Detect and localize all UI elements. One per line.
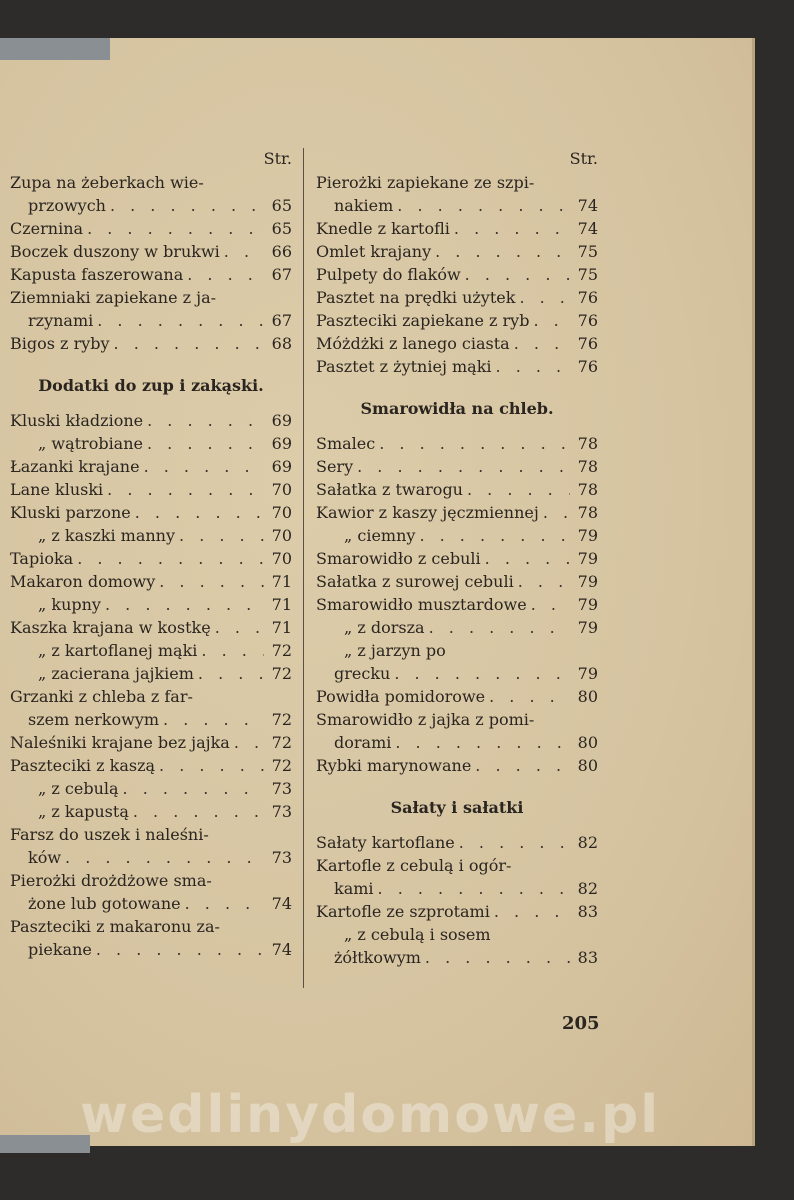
toc-entry-title: Sałatka z twarogu <box>316 480 463 499</box>
toc-entry <box>316 923 598 946</box>
toc-entry-page: 75 <box>577 242 598 261</box>
dot-leader <box>155 754 264 777</box>
toc-entry-page: 79 <box>577 549 598 568</box>
toc-entry-title: Ziemniaki zapiekane z ja- <box>10 288 217 307</box>
toc-entry-title: Paszteciki z makaronu za- <box>10 917 220 936</box>
toc-entry-title: Kawior z kaszy jęczmiennej <box>316 503 539 522</box>
toc-entry <box>316 754 598 777</box>
dot-leader <box>159 708 264 731</box>
toc-entry-title: Rybki marynowane <box>316 756 472 775</box>
toc-entry-title: Farsz do uszek i naleśni- <box>10 825 209 844</box>
toc-entry-page: 78 <box>577 503 598 522</box>
toc-entry-title: żone lub gotowane <box>28 894 181 913</box>
toc-entry <box>10 217 292 240</box>
toc-entry-title: Kartofle ze szprotami <box>316 902 490 921</box>
dot-leader <box>455 831 570 854</box>
toc-entry-title: Grzanki z chleba z far- <box>10 687 193 706</box>
toc-entry-title: Smarowidło z cebuli <box>316 549 481 568</box>
toc-entry <box>10 800 292 823</box>
dot-leader <box>73 547 264 570</box>
toc-entry <box>316 524 598 547</box>
dot-leader <box>393 194 570 217</box>
toc-entry <box>10 547 292 570</box>
toc-entry <box>10 915 292 938</box>
toc-entry-title: „ z dorsza <box>344 618 425 637</box>
toc-entry-title: „ wątrobiane <box>38 434 143 453</box>
toc-entry-title: Móżdżki z lanego ciasta <box>316 334 510 353</box>
dot-leader <box>374 877 570 900</box>
toc-entry <box>10 685 292 708</box>
toc-entry-page: 83 <box>577 948 598 967</box>
toc-entry-title: Kapusta faszerowana <box>10 265 184 284</box>
toc-entry-title: Powidła pomidorowe <box>316 687 486 706</box>
toc-entry-page: 65 <box>271 196 292 215</box>
dot-leader <box>101 593 264 616</box>
toc-entry <box>316 309 598 332</box>
toc-entry-title: żółtkowym <box>334 948 421 967</box>
dot-leader <box>463 478 570 501</box>
section-heading: Sałaty i sałatki <box>390 798 524 817</box>
dot-leader <box>450 217 570 240</box>
dot-leader <box>181 892 264 915</box>
toc-entry-title: „ z jarzyn po <box>344 641 446 660</box>
toc-group <box>10 409 292 961</box>
toc-entry-title: grecku <box>334 664 391 683</box>
toc-entry-page: 79 <box>577 572 598 591</box>
dot-leader <box>103 478 264 501</box>
toc-entry-title: Tapioka <box>10 549 74 568</box>
toc-entry-title: Kartofle z cebulą i ogór- <box>316 856 512 875</box>
dot-leader <box>92 938 264 961</box>
toc-entry <box>10 869 292 892</box>
toc-entry <box>10 823 292 846</box>
dot-leader <box>197 639 264 662</box>
dot-leader <box>143 432 264 455</box>
toc-entry-page: 74 <box>577 219 598 238</box>
section-heading: Smarowidła na chleb. <box>360 399 554 418</box>
toc-entry-page: 72 <box>271 641 292 660</box>
toc-entry <box>316 854 598 877</box>
dot-leader <box>514 570 570 593</box>
toc-entry-title: Smarowidło musztardowe <box>316 595 527 614</box>
page-column-header: Str. <box>263 149 292 168</box>
dot-leader <box>421 946 570 969</box>
toc-entry-title: Paszteciki z kaszą <box>10 756 156 775</box>
toc-entry-page: 69 <box>271 411 292 430</box>
toc-entry <box>10 194 292 217</box>
toc-entry <box>10 731 292 754</box>
toc-entry-page: 72 <box>271 664 292 683</box>
toc-entry-title: dorami <box>334 733 392 752</box>
toc-entry-title: „ zacierana jajkiem <box>38 664 194 683</box>
toc-entry-page: 74 <box>271 940 292 959</box>
toc-entry-title: Sałaty kartoflane <box>316 833 455 852</box>
dot-leader <box>391 731 570 754</box>
toc-entry-page: 71 <box>271 572 292 591</box>
toc-entry-page: 79 <box>577 595 598 614</box>
toc-entry-title: „ z cebulą <box>38 779 119 798</box>
toc-left-column <box>10 147 292 961</box>
toc-entry-title: Łazanki krajane <box>10 457 140 476</box>
dot-leader <box>481 547 570 570</box>
toc-entry-page: 67 <box>271 265 292 284</box>
toc-entry <box>316 332 598 355</box>
dot-leader <box>83 217 264 240</box>
toc-entry-page: 70 <box>271 549 292 568</box>
toc-entry <box>316 501 598 524</box>
dot-leader <box>194 662 264 685</box>
toc-entry-title: Kluski parzone <box>10 503 131 522</box>
toc-entry <box>10 240 292 263</box>
toc-entry-title: Sałatka z surowej cebuli <box>316 572 514 591</box>
toc-entry <box>10 570 292 593</box>
toc-entry <box>316 900 598 923</box>
toc-entry-title: Boczek duszony w brukwi <box>10 242 220 261</box>
toc-entry-title: nakiem <box>334 196 394 215</box>
toc-entry-title: „ z kaszki manny <box>38 526 176 545</box>
toc-entry <box>316 831 598 854</box>
toc-entry-title: rzynami <box>28 311 94 330</box>
toc-entry <box>316 946 598 969</box>
toc-entry <box>316 685 598 708</box>
toc-entry-page: 82 <box>577 833 598 852</box>
dot-leader <box>415 524 570 547</box>
toc-entry-title: Kaszka krajana w kostkę <box>10 618 211 637</box>
toc-entry <box>316 455 598 478</box>
toc-entry <box>10 754 292 777</box>
dot-leader <box>110 332 264 355</box>
toc-right-column <box>316 147 598 969</box>
toc-entry-page: 73 <box>271 848 292 867</box>
toc-entry <box>10 332 292 355</box>
toc-entry-title: „ z kapustą <box>38 802 129 821</box>
toc-entry-title: piekane <box>28 940 92 959</box>
binding-tape-top <box>0 38 110 60</box>
toc-entry <box>10 478 292 501</box>
toc-entry-page: 65 <box>271 219 292 238</box>
dot-leader <box>490 900 570 923</box>
watermark: wedlinydomowe.pl <box>80 1085 661 1145</box>
toc-entry <box>316 286 598 309</box>
toc-entry-title: Pierożki zapiekane ze szpi- <box>316 173 535 192</box>
toc-entry <box>10 616 292 639</box>
dot-leader <box>129 800 264 823</box>
toc-entry-title: Makaron domowy <box>10 572 156 591</box>
toc-entry <box>10 286 292 309</box>
dot-leader <box>119 777 264 800</box>
dot-leader <box>211 616 264 639</box>
toc-entry-page: 76 <box>577 311 598 330</box>
toc-entry-page: 76 <box>577 288 598 307</box>
toc-entry-page: 75 <box>577 265 598 284</box>
toc-entry <box>10 501 292 524</box>
toc-entry-page: 68 <box>271 334 292 353</box>
toc-entry-page: 78 <box>577 434 598 453</box>
toc-entry-page: 83 <box>577 902 598 921</box>
toc-entry <box>10 708 292 731</box>
toc-entry <box>316 547 598 570</box>
column-divider <box>303 148 304 988</box>
toc-entry-title: Paszteciki zapiekane z ryb <box>316 311 530 330</box>
toc-entry-title: „ z kartoflanej mąki <box>38 641 198 660</box>
toc-entry-title: Pasztet z żytniej mąki <box>316 357 492 376</box>
dot-leader <box>61 846 264 869</box>
toc-entry-title: Pulpety do flaków <box>316 265 461 284</box>
dot-leader <box>93 309 264 332</box>
toc-entry-title: Bigos z ryby <box>10 334 110 353</box>
page-column-header: Str. <box>569 149 598 168</box>
section-heading: Dodatki do zup i zakąski. <box>38 376 264 395</box>
toc-entry-page: 73 <box>271 779 292 798</box>
toc-entry-title: Knedle z kartofli <box>316 219 450 238</box>
toc-entry <box>10 892 292 915</box>
toc-entry-page: 79 <box>577 664 598 683</box>
dot-leader <box>515 286 570 309</box>
toc-entry-page: 80 <box>577 756 598 775</box>
toc-entry-page: 78 <box>577 457 598 476</box>
toc-entry-page: 73 <box>271 802 292 821</box>
toc-entry-page: 80 <box>577 687 598 706</box>
toc-entry-page: 66 <box>271 242 292 261</box>
toc-entry-page: 76 <box>577 334 598 353</box>
dot-leader <box>220 240 264 263</box>
toc-entry <box>316 877 598 900</box>
dot-leader <box>471 754 570 777</box>
toc-entry-page: 72 <box>271 710 292 729</box>
toc-entry <box>316 263 598 286</box>
toc-entry <box>10 777 292 800</box>
toc-entry-page: 79 <box>577 526 598 545</box>
toc-entry-page: 70 <box>271 480 292 499</box>
toc-entry <box>316 171 598 194</box>
toc-entry-page: 74 <box>271 894 292 913</box>
toc-entry-title: Omlet krajany <box>316 242 432 261</box>
toc-entry-title: „ z cebulą i sosem <box>344 925 491 944</box>
toc-entry <box>10 455 292 478</box>
dot-leader <box>485 685 570 708</box>
toc-entry-title: Zupa na żeberkach wie- <box>10 173 204 192</box>
toc-entry <box>10 171 292 194</box>
toc-entry-title: Smarowidło z jajka z pomi- <box>316 710 535 729</box>
toc-entry-title: ków <box>28 848 62 867</box>
toc-entry <box>10 938 292 961</box>
toc-entry <box>10 309 292 332</box>
toc-entry <box>10 593 292 616</box>
toc-entry <box>10 409 292 432</box>
toc-entry-page: 74 <box>577 196 598 215</box>
toc-entry-title: Pierożki drożdżowe sma- <box>10 871 212 890</box>
dot-leader <box>461 263 570 286</box>
toc-entry-page: 70 <box>271 503 292 522</box>
dot-leader <box>143 409 264 432</box>
toc-entry <box>316 478 598 501</box>
toc-group <box>10 171 292 355</box>
toc-entry-page: 80 <box>577 733 598 752</box>
toc-entry <box>316 708 598 731</box>
toc-entry-title: przowych <box>28 196 106 215</box>
toc-entry-page: 82 <box>577 879 598 898</box>
dot-leader <box>353 455 570 478</box>
dot-leader <box>539 501 570 524</box>
toc-entry <box>10 524 292 547</box>
dot-leader <box>529 309 570 332</box>
dot-leader <box>230 731 264 754</box>
toc-entry <box>316 593 598 616</box>
toc-entry <box>10 432 292 455</box>
toc-entry <box>316 731 598 754</box>
dot-leader <box>510 332 570 355</box>
dot-leader <box>106 194 264 217</box>
toc-entry-title: Smalec <box>316 434 376 453</box>
dot-leader <box>175 524 264 547</box>
toc-entry-title: Naleśniki krajane bez jajka <box>10 733 230 752</box>
toc-entry-title: „ kupny <box>38 595 101 614</box>
toc-entry <box>316 616 598 639</box>
dot-leader <box>140 455 264 478</box>
toc-entry <box>316 194 598 217</box>
dot-leader <box>375 432 570 455</box>
dot-leader <box>131 501 264 524</box>
dot-leader <box>431 240 570 263</box>
toc-entry-title: szem nerkowym <box>28 710 160 729</box>
toc-group <box>316 831 598 969</box>
toc-entry <box>316 355 598 378</box>
toc-entry-page: 69 <box>271 434 292 453</box>
toc-entry-page: 76 <box>577 357 598 376</box>
toc-entry <box>10 263 292 286</box>
toc-entry-page: 71 <box>271 618 292 637</box>
toc-entry-title: Czernina <box>10 219 84 238</box>
dot-leader <box>492 355 570 378</box>
toc-group <box>316 171 598 378</box>
toc-entry-page: 72 <box>271 756 292 775</box>
toc-entry-title: Lane kluski <box>10 480 104 499</box>
toc-entry <box>10 639 292 662</box>
toc-entry-page: 78 <box>577 480 598 499</box>
toc-entry <box>316 662 598 685</box>
toc-entry <box>10 662 292 685</box>
toc-group <box>316 432 598 777</box>
dot-leader <box>390 662 570 685</box>
toc-entry-page: 72 <box>271 733 292 752</box>
toc-entry <box>316 240 598 263</box>
toc-entry-page: 70 <box>271 526 292 545</box>
toc-entry-page: 67 <box>271 311 292 330</box>
toc-entry <box>316 570 598 593</box>
toc-entry-title: kami <box>334 879 374 898</box>
toc-entry-title: Kluski kładzione <box>10 411 144 430</box>
dot-leader <box>155 570 264 593</box>
toc-entry-title: Sery <box>316 457 354 476</box>
dot-leader <box>425 616 570 639</box>
toc-entry-page: 79 <box>577 618 598 637</box>
toc-entry <box>316 639 598 662</box>
binding-tape-bottom <box>0 1135 90 1153</box>
dot-leader <box>527 593 570 616</box>
toc-entry <box>10 846 292 869</box>
page-number: 205 <box>562 1013 600 1034</box>
toc-entry <box>316 217 598 240</box>
toc-entry-title: „ ciemny <box>344 526 416 545</box>
toc-entry-title: Pasztet na prędki użytek <box>316 288 516 307</box>
toc-entry-page: 71 <box>271 595 292 614</box>
dot-leader <box>183 263 264 286</box>
toc-entry-page: 69 <box>271 457 292 476</box>
toc-entry <box>316 432 598 455</box>
